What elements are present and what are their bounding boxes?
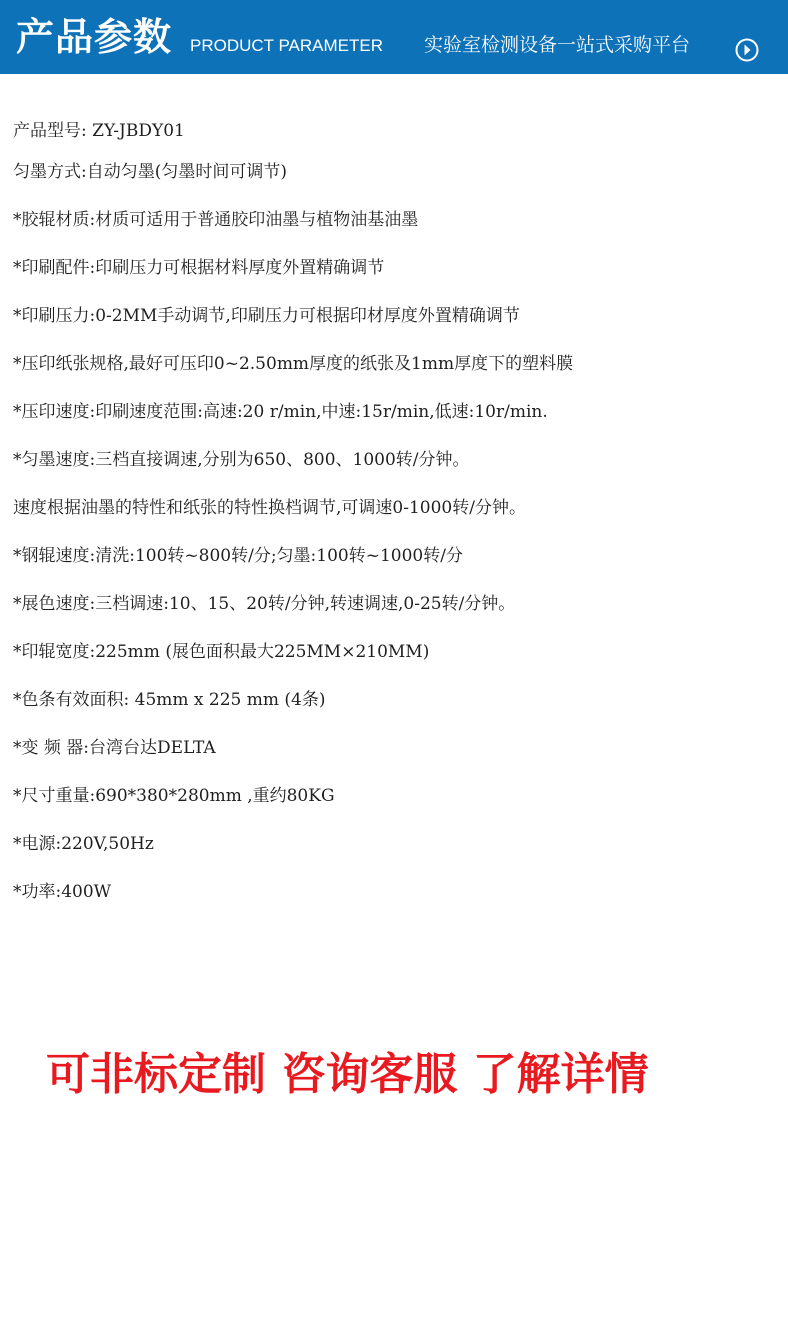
spec-printing-pressure: *印刷压力:0-2MM手动调节,印刷压力可根据印材厚度外置精确调节 <box>13 306 520 326</box>
spec-ink-speed: *匀墨速度:三档直接调速,分别为650、800、1000转/分钟。 <box>13 450 470 470</box>
spec-power-supply: *电源:220V,50Hz <box>13 834 154 854</box>
spec-ink-method: 匀墨方式:自动匀墨(匀墨时间可调节) <box>13 162 287 182</box>
chevron-right-circle-icon[interactable] <box>735 38 759 62</box>
spec-inverter: *变 频 器:台湾台达DELTA <box>13 738 216 758</box>
spec-color-spread-speed: *展色速度:三档调速:10、15、20转/分钟,转速调速,0-25转/分钟。 <box>13 594 516 614</box>
spec-roller-width: *印辊宽度:225mm (展色面积最大225MM×210MM) <box>13 642 430 662</box>
section-subtitle: PRODUCT PARAMETER <box>190 36 384 55</box>
spec-ink-speed-note: 速度根据油墨的特性和纸张的特性换档调节,可调速0-1000转/分钟。 <box>13 498 526 518</box>
spec-model: 产品型号: ZY-JBDY01 <box>13 121 185 141</box>
customization-cta: 可非标定制 咨询客服 了解详情 <box>46 1049 649 1100</box>
header-banner <box>0 0 788 74</box>
spec-paper-spec: *压印纸张规格,最好可压印0~2.50mm厚度的纸张及1mm厚度下的塑料膜 <box>13 354 574 374</box>
section-title: 产品参数 <box>16 14 173 59</box>
spec-printing-fitting: *印刷配件:印刷压力可根据材料厚度外置精确调节 <box>13 258 385 278</box>
spec-color-strip-area: *色条有效面积: 45mm x 225 mm (4条) <box>13 690 326 710</box>
spec-roller-material: *胶辊材质:材质可适用于普通胶印油墨与植物油基油墨 <box>13 210 419 230</box>
spec-size-weight: *尺寸重量:690*380*280mm ,重约80KG <box>13 786 335 806</box>
spec-power: *功率:400W <box>13 882 112 902</box>
spec-printing-speed: *压印速度:印刷速度范围:高速:20 r/min,中速:15r/min,低速:10r/min. <box>13 402 548 422</box>
platform-slogan-link[interactable]: 实验室检测设备一站式采购平台 <box>424 34 691 56</box>
spec-steel-roller-speed: *钢辊速度:清洗:100转~800转/分;匀墨:100转~1000转/分 <box>13 546 463 566</box>
